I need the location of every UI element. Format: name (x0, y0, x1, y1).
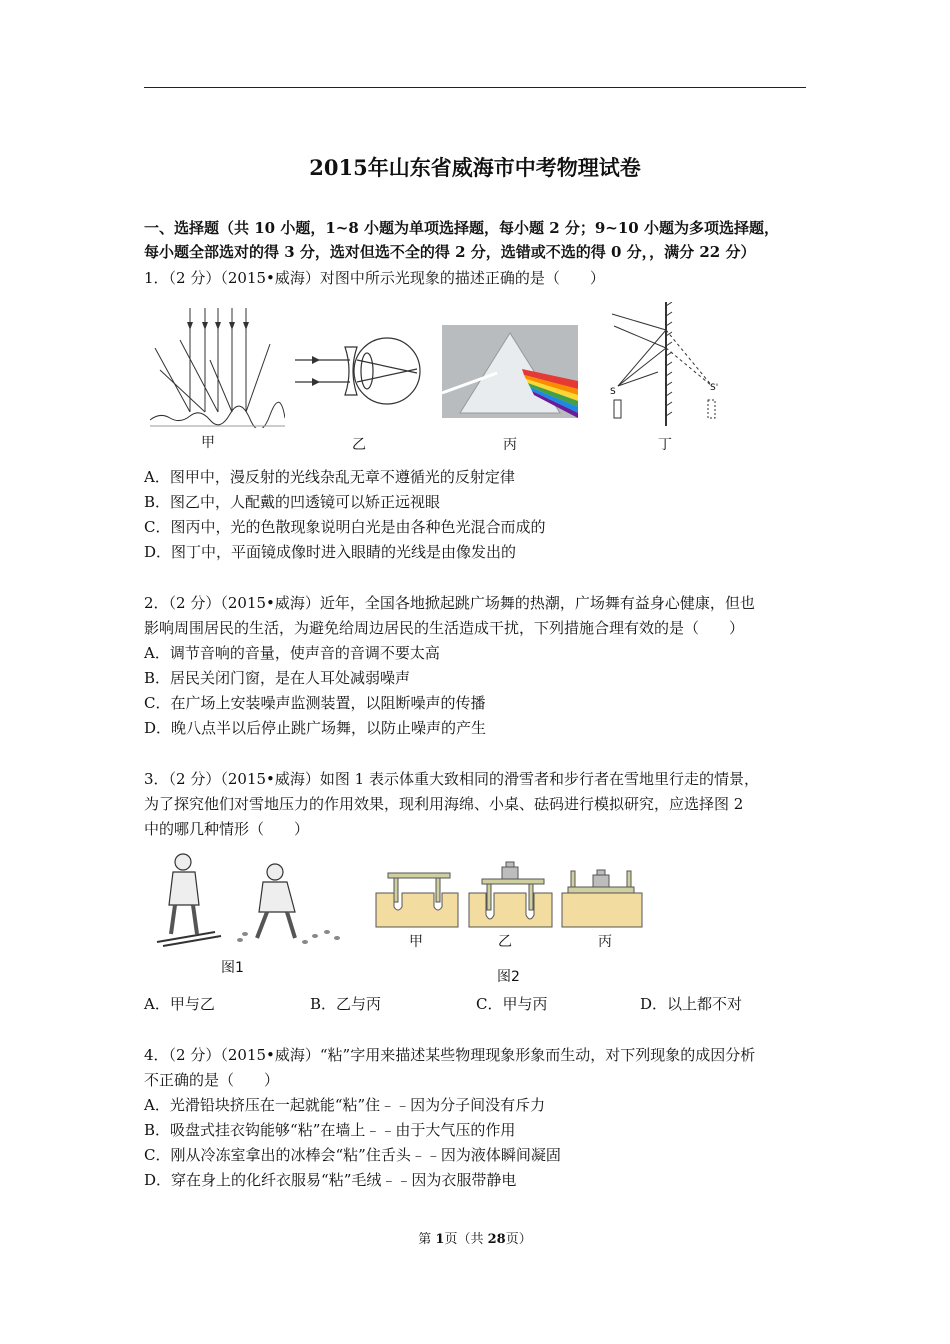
q4-stem-line-1: 4．（2 分）（2015•威海）“粘”字用来描述某些物理现象形象而生动，对下列现象的成因分析 (144, 1046, 756, 1064)
svg-text:S: S (610, 387, 616, 397)
q3-stem-line-2: 为了探究他们对雪地压力的作用效果，现利用海绵、小桌、砝码进行模拟研究，应选择图 2 (144, 795, 744, 813)
section-heading-line-1: 一、选择题（共 10 小题，1~8 小题为单项选择题，每小题 2 分；9~10 小题为多项选择题， (144, 219, 779, 237)
q3-option-c: C．甲与丙 (476, 995, 548, 1013)
q1-option-a: A．图甲中，漫反射的光线杂乱无章不遵循光的反射定律 (144, 468, 515, 486)
footer-total-pages: 28 (487, 1232, 506, 1247)
q4-option-b: B．吸盘式挂衣钩能够“粘”在墙上﹣﹣由于大气压的作用 (144, 1121, 516, 1139)
plane-mirror-figure (602, 302, 730, 430)
diffuse-reflection-figure (150, 300, 285, 428)
q2-option-c: C．在广场上安装噪声监测装置，以阻断噪声的传播 (144, 694, 486, 712)
figure-label-ding: 丁 (658, 437, 672, 453)
figure-label-fig2-yi: 乙 (498, 934, 512, 950)
q3-stem-line-1: 3．（2 分）（2015•威海）如图 1 表示体重大致相同的滑雪者和步行者在雪地里行走的情景， (144, 770, 759, 788)
footer-prefix: 第 (418, 1232, 436, 1247)
figure-label-bing: 丙 (503, 437, 517, 453)
section-heading-line-2: 每小题全部选对的得 3 分，选对但选不全的得 2 分，选错或不选的得 0 分，，满分 22 分） (144, 243, 756, 261)
figure-label-fig2-jia: 甲 (409, 934, 423, 950)
q3-option-d: D．以上都不对 (640, 995, 743, 1013)
q2-option-a: A．调节音响的音量，使声音的音调不要太高 (144, 644, 440, 662)
figure-label-yi: 乙 (352, 437, 366, 453)
header-rule (144, 87, 806, 88)
q1-option-c: C．图丙中，光的色散现象说明白光是由各种色光混合而成的 (144, 518, 546, 536)
q2-option-d: D．晚八点半以后停止跳广场舞，以防止噪声的产生 (144, 719, 487, 737)
q2-option-b: B．居民关闭门窗，是在人耳处减弱噪声 (144, 669, 411, 687)
q4-stem-line-2: 不正确的是（ ） (144, 1071, 280, 1089)
sponge-table-figure (374, 857, 644, 929)
page-title: 2015年山东省威海市中考物理试卷 (309, 155, 641, 180)
q1-option-b: B．图乙中，人配戴的凹透镜可以矫正远视眼 (144, 493, 441, 511)
page-footer (0, 1228, 950, 1247)
figure-label-fig2: 图2 (497, 969, 520, 985)
q3-option-a: A．甲与乙 (144, 995, 215, 1013)
q2-stem-line-2: 影响周围居民的生活，为避免给周边居民的生活造成干扰，下列措施合理有效的是（ ） (144, 619, 745, 637)
footer-page-number: 1 (435, 1232, 445, 1247)
q3-stem-line-3: 中的哪几种情形（ ） (144, 820, 310, 838)
footer-middle: 页（共 (444, 1232, 488, 1247)
q3-option-b: B．乙与丙 (310, 995, 382, 1013)
figure-label-fig1: 图1 (221, 960, 244, 976)
q2-stem-line-1: 2．（2 分）（2015•威海）近年，全国各地掀起跳广场舞的热潮，广场舞有益身心健康，但也 (144, 594, 755, 612)
q4-option-a: A．光滑铅块挤压在一起就能“粘”住﹣﹣因为分子间没有斥力 (144, 1096, 546, 1114)
footer-suffix: 页） (505, 1232, 532, 1247)
concave-lens-eye-figure (295, 325, 425, 425)
svg-text:S': S' (710, 383, 719, 393)
skier-walker-figure (145, 850, 350, 950)
q1-stem: 1．（2 分）（2015•威海）对图中所示光现象的描述正确的是（ ） (144, 269, 605, 287)
figure-label-jia: 甲 (201, 435, 215, 451)
q4-option-c: C．刚从冷冻室拿出的冰棒会“粘”住舌头﹣﹣因为液体瞬间凝固 (144, 1146, 561, 1164)
prism-dispersion-figure (442, 325, 578, 418)
q4-option-d: D．穿在身上的化纤衣服易“粘”毛绒﹣﹣因为衣服带静电 (144, 1171, 517, 1189)
q1-option-d: D．图丁中，平面镜成像时进入眼睛的光线是由像发出的 (144, 543, 517, 561)
figure-label-fig2-bing: 丙 (598, 934, 612, 950)
